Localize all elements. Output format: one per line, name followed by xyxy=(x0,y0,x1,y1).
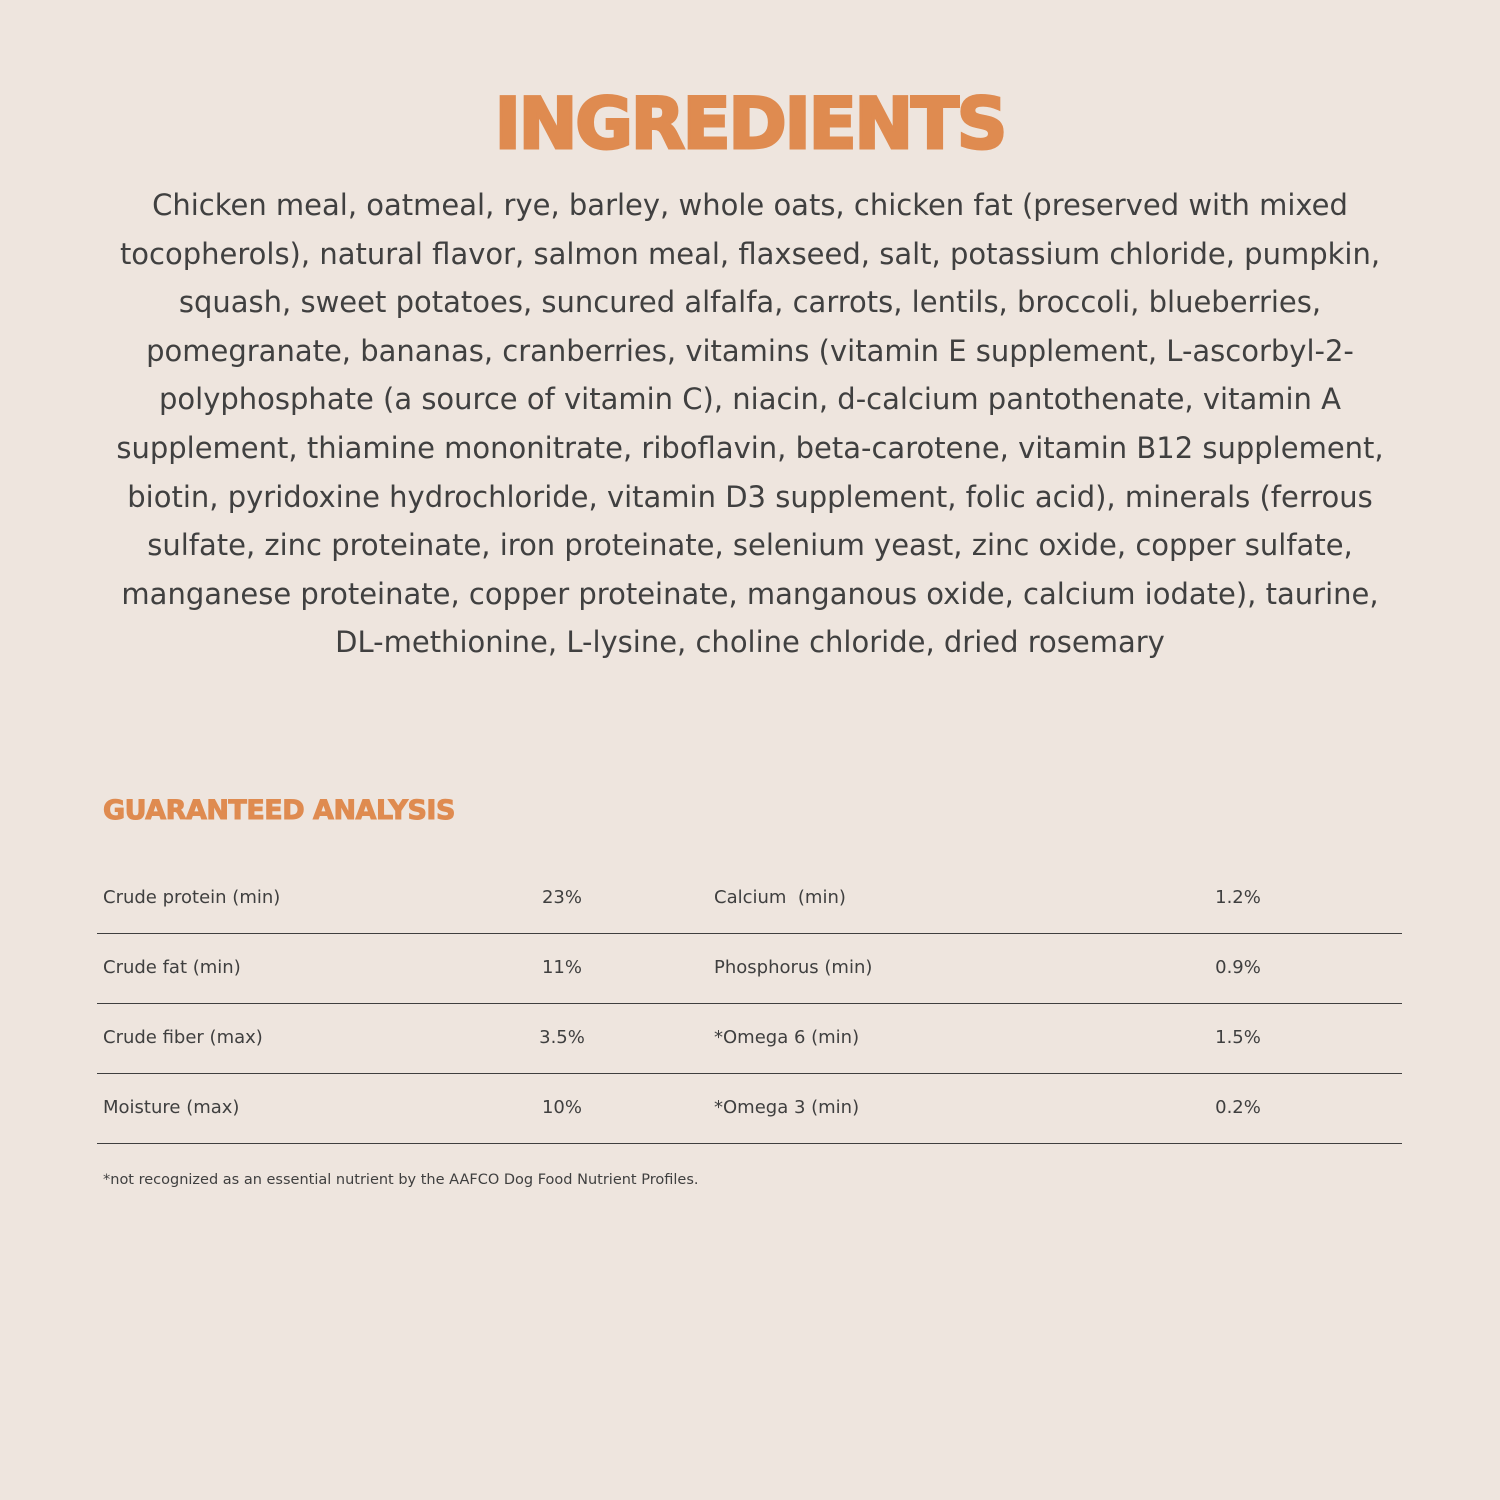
nutrient-label: Crude protein (min) xyxy=(103,887,281,908)
guaranteed-analysis-table xyxy=(97,864,1402,1144)
nutrient-label: Calcium (min) xyxy=(714,887,846,908)
ingredients-heading: INGREDIENTS xyxy=(494,83,1006,165)
nutrient-label: Phosphorus (min) xyxy=(714,957,873,978)
nutrient-label: *Omega 6 (min) xyxy=(714,1027,860,1048)
nutrient-label: *Omega 3 (min) xyxy=(714,1097,860,1118)
nutrient-value: 23% xyxy=(541,887,582,908)
nutrient-value: 1.5% xyxy=(1215,1027,1261,1048)
nutrient-value: 11% xyxy=(541,957,582,978)
nutrient-label: Moisture (max) xyxy=(103,1097,240,1118)
nutrient-value: 10% xyxy=(541,1097,582,1118)
table-row xyxy=(97,1074,1402,1144)
table-row xyxy=(97,1004,1402,1074)
footnote: *not recognized as an essential nutrient by the AAFCO Dog Food Nutrient Profiles. xyxy=(103,1172,699,1188)
nutrient-value: 3.5% xyxy=(539,1027,585,1048)
table-row xyxy=(97,934,1402,1004)
nutrient-value: 0.2% xyxy=(1215,1097,1261,1118)
ingredients-list: Chicken meal, oatmeal, rye, barley, whole oats, chicken fat (preserved with mixed tocopherols), natural flavor, salmon meal, flaxseed, salt, potassium chloride, pumpkin, squash, sweet potatoes, suncured alfalfa, carrots, lentils, broccoli, blueberries, pomegranate, bananas, cranberries, vitamins (vitamin E supplement, L-ascorbyl-2-polyphosphate (a source of vitamin C), niacin, d-calcium pantothenate, vitamin A supplement, thiamine mononitrate, riboflavin, beta-carotene, vitamin B12 supplement, biotin, pyridoxine hydrochloride, vitamin D3 supplement, folic acid), minerals (ferrous sulfate, zinc proteinate, iron proteinate, selenium yeast, zinc oxide, copper sulfate, manganese proteinate, copper proteinate, manganous oxide, calcium iodate), taurine, DL-methionine, L-lysine, choline chloride, dried rosemary xyxy=(116,188,1384,660)
table-row xyxy=(97,864,1402,934)
nutrient-value: 0.9% xyxy=(1215,957,1261,978)
guaranteed-analysis-heading: GUARANTEED ANALYSIS xyxy=(103,795,455,826)
nutrient-value: 1.2% xyxy=(1215,887,1261,908)
nutrient-label: Crude fat (min) xyxy=(103,957,241,978)
nutrient-label: Crude fiber (max) xyxy=(103,1027,263,1048)
